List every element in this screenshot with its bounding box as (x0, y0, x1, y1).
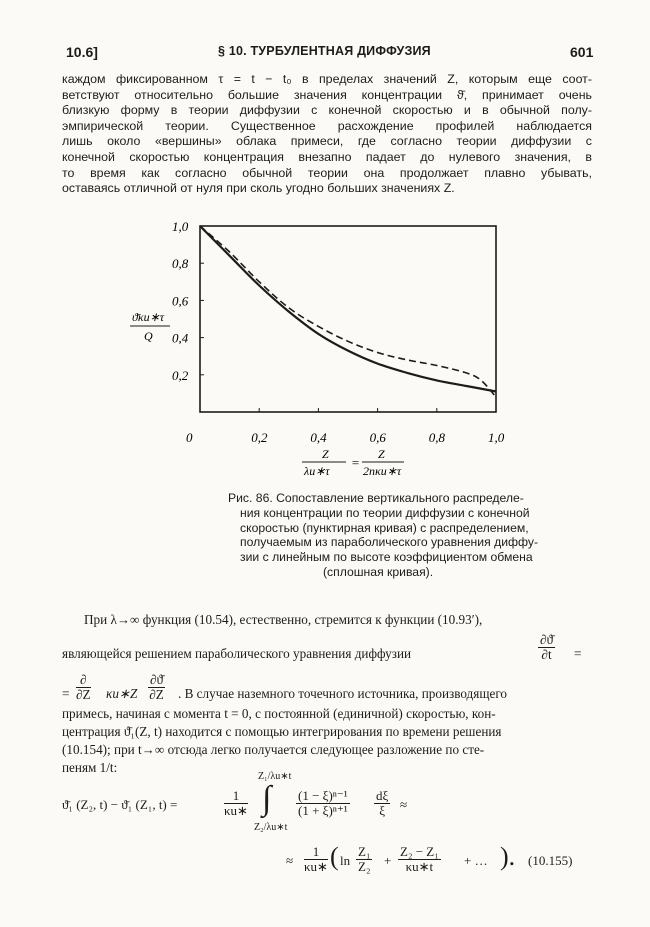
y-tick-label: 1,0 (172, 219, 189, 234)
fraction-numerator: Z₁ (358, 844, 371, 859)
fraction-denominator: ∂Z (149, 687, 164, 702)
text-line: примесь, начиная с момента t = 0, с постоянной (единичной) скоростью, кон- (62, 706, 496, 721)
x-tick-label: 0 (186, 430, 193, 445)
y-tick-label: 0,6 (172, 293, 189, 309)
tick-layer (172, 219, 505, 445)
differential-fraction (374, 789, 390, 818)
approx-sign: ≈ (286, 853, 294, 868)
integral-upper-limit: Z₁/λu∗t (258, 771, 292, 782)
text-line: близкую форму в теории диффузии с конечной скоростью и в обычной полу- (62, 103, 592, 118)
caption-line: скоростью (пунктирная кривая) с распределением, (240, 520, 529, 535)
text-line: то время как согласно обычной теории она продолжает плавно убывать, (62, 165, 592, 180)
approx-sign: ≈ (400, 797, 408, 812)
plus-sign: + (384, 853, 392, 868)
caption-line: получаемым из параболического уравнения диффу- (240, 535, 539, 550)
equals-sign: = (62, 686, 70, 701)
fraction-denominator: ∂Z (76, 687, 91, 702)
paragraph-2 (62, 606, 592, 776)
close-paren: ). (500, 842, 516, 871)
x-tick-label: 0,4 (310, 430, 327, 445)
text-line: оставаясь отличной от нуля при сколь угодно больших значениях Z. (62, 181, 455, 196)
x-tick-label: 0,2 (251, 430, 268, 445)
running-title: § 10. ТУРБУЛЕНТНАЯ ДИФФУЗИЯ (218, 44, 431, 58)
time-derivative-fraction (538, 633, 555, 662)
text-line: эмпирической теории. Существенное расхождение профилей наблюдается (62, 118, 592, 133)
text-line: конечной скоростью концентрация внезапно падает до нулевого значения, в (62, 149, 592, 164)
z-derivative-fraction (76, 673, 91, 702)
text-line: каждом фиксированном τ = t − t₀ в пределах значений Z, которым еще соот- (62, 72, 592, 86)
y-axis-label-denominator: Q (144, 329, 153, 343)
series-continuation: + … (464, 853, 488, 868)
x-axis-label-numerator-right: Z (378, 447, 385, 461)
fraction-denominator: ∂t (541, 647, 552, 662)
equation-coefficient (224, 789, 248, 818)
fraction-denominator: Z₂ (358, 859, 371, 874)
x-axis-label-equals: = (351, 455, 360, 470)
x-tick-label: 1,0 (488, 430, 505, 445)
y-tick-label: 0,8 (172, 256, 189, 272)
ratio-fraction (356, 845, 372, 874)
open-paren: ( (330, 842, 339, 871)
equation-coefficient (304, 845, 328, 874)
fraction-denominator: κu∗ (304, 859, 328, 874)
section-number: 10.6] (66, 44, 98, 60)
fraction-numerator: 1 (224, 789, 248, 804)
y-tick-label: 0,4 (172, 330, 189, 346)
fraction-numerator: ∂ϑ̄ (150, 672, 164, 687)
caption-line: зии с линейным по высоте коэффициентом обмена (240, 550, 533, 565)
fraction-numerator: (1 − ξ)ⁿ⁻¹ (298, 788, 348, 803)
diffusion-coefficient: κu∗Z (106, 686, 138, 701)
integrand-fraction (296, 789, 350, 818)
caption-line: Рис. 86. Сопоставление вертикального распределе- (228, 491, 524, 505)
y-axis-label-numerator: ϑ̄κu∗τ (132, 310, 164, 324)
text-line: (10.154); при t→∞ отсюда легко получается следующее разложение по сте- (62, 742, 485, 757)
difference-fraction (398, 845, 441, 874)
caption-line: ния концентрации по теории диффузии с конечной (240, 505, 530, 520)
page-number: 601 (570, 44, 594, 60)
log-function: ln (340, 853, 351, 868)
x-axis-label-denominator-left: λu∗τ (304, 464, 330, 478)
dashed-curve (200, 226, 496, 397)
fraction-numerator: Z₂ − Z₁ (400, 844, 439, 859)
solid-curve (200, 226, 496, 392)
text-line: центрация ϑ̄₁(Z, t) находится с помощью интегрирования по времени решения (62, 724, 502, 739)
concentration-gradient-fraction (148, 673, 165, 702)
y-tick-label: 0,2 (172, 367, 189, 383)
integral-sign: ∫ (262, 780, 272, 817)
fraction-denominator: κu∗ (224, 803, 248, 818)
x-axis-label-denominator-right: 2nκu∗τ (363, 464, 402, 478)
caption-line: (сплошная кривая). (323, 564, 434, 579)
x-tick-label: 0,8 (428, 430, 446, 445)
fraction-denominator: κu∗t (405, 859, 434, 874)
fraction-numerator: dξ (376, 788, 389, 803)
fraction-numerator: ∂ (76, 673, 91, 688)
equation-number: (10.155) (528, 853, 573, 868)
text-line: ветствуют относительно большие значения концентрации ϑ̄, принимает очень (62, 87, 592, 102)
fraction-denominator: ξ (379, 803, 386, 818)
fraction-denominator: (1 + ξ)ⁿ⁺¹ (298, 803, 348, 818)
figure-caption (228, 491, 539, 580)
x-axis-label-numerator-left: Z (322, 447, 329, 461)
text-line: пеням 1/t: (62, 760, 118, 775)
text-line: являющейся решением параболического уравнения диффузии (62, 646, 412, 661)
text-line: лишь около «вершины» облака примеси, где согласно теории диффузии с (62, 134, 592, 149)
equation-lhs: ϑ̄₁ (Z₂, t) − ϑ̄₁ (Z₁, t) = (62, 797, 178, 812)
equals-sign: = (574, 646, 582, 661)
text-line: При λ→∞ функция (10.54), естественно, стремится к функции (10.93′), (84, 612, 483, 627)
fraction-numerator: ∂ϑ̄ (540, 632, 554, 647)
fraction-numerator: 1 (304, 845, 328, 860)
text-line: . В случае наземного точечного источника, производящего (178, 686, 508, 701)
x-tick-label: 0,6 (369, 430, 386, 445)
integral-lower-limit: Z₂/λu∗t (254, 822, 288, 833)
